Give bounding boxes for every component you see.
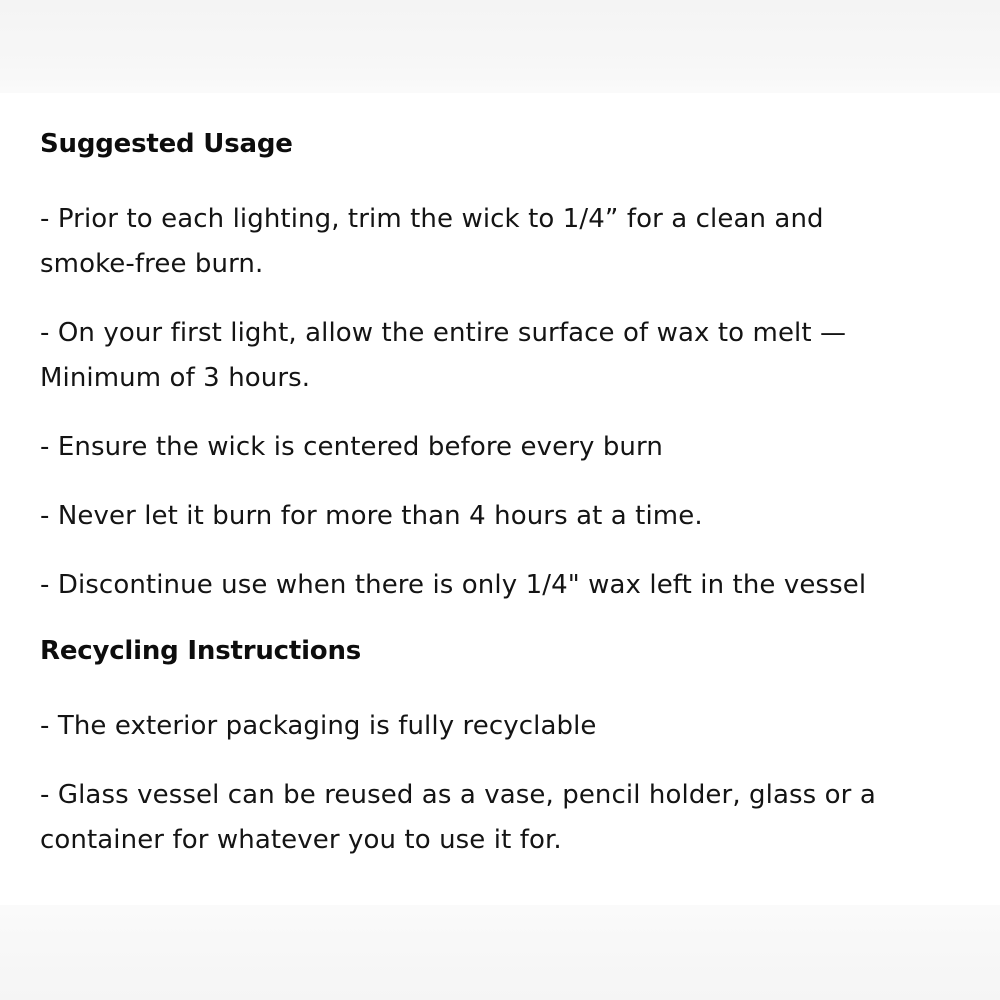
usage-item-text-line: Minimum of 3 hours. xyxy=(40,363,311,393)
recycling-item-text-line: - The exterior packaging is fully recyclable xyxy=(40,711,597,741)
instructions-content xyxy=(40,127,995,863)
recycling-item-text-line: - Glass vessel can be reused as a vase, pencil holder, glass or a xyxy=(40,780,876,810)
usage-item-burn-time xyxy=(40,494,995,539)
bottom-background-band xyxy=(0,905,1000,1000)
usage-item-center-wick xyxy=(40,425,995,470)
usage-item-text-line: - Discontinue use when there is only 1/4" wax left in the vessel xyxy=(40,570,867,600)
usage-item-text-line: - Ensure the wick is centered before every burn xyxy=(40,432,663,462)
usage-item-text-line: - On your first light, allow the entire surface of wax to melt — xyxy=(40,318,847,348)
usage-item-trim-wick xyxy=(40,197,995,287)
suggested-usage-heading: Suggested Usage xyxy=(40,129,293,159)
usage-item-text-line: smoke-free burn. xyxy=(40,249,264,279)
usage-item-discontinue xyxy=(40,563,995,608)
recycling-item-packaging xyxy=(40,704,995,749)
recycling-item-text-line: container for whatever you to use it for. xyxy=(40,825,562,855)
usage-item-text-line: - Never let it burn for more than 4 hours at a time. xyxy=(40,501,703,531)
recycling-item-glass-vessel xyxy=(40,773,995,863)
usage-item-first-light xyxy=(40,311,995,401)
instructions-card xyxy=(0,93,1000,905)
recycling-instructions-heading: Recycling Instructions xyxy=(40,636,362,666)
top-background-band xyxy=(0,0,1000,93)
usage-item-text-line: - Prior to each lighting, trim the wick to 1/4” for a clean and xyxy=(40,204,824,234)
